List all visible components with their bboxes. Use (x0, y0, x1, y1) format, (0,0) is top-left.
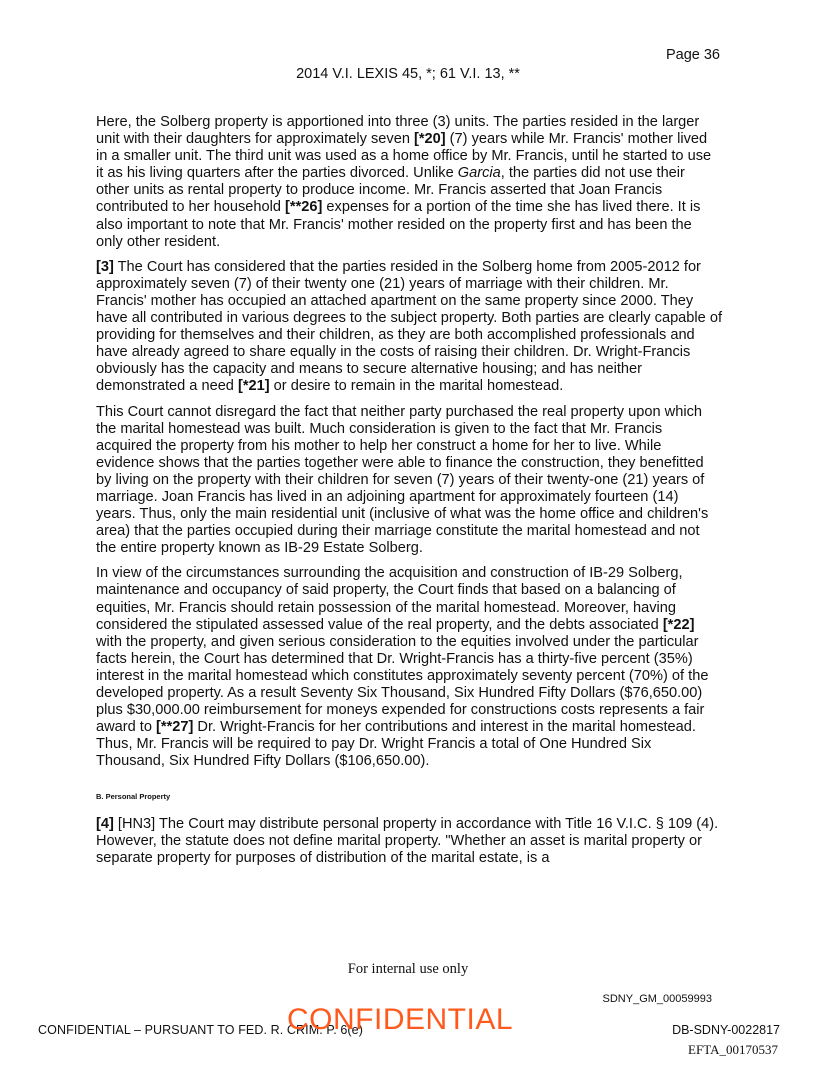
text-run: [HN3] The Court may distribute personal property in accordance with Title 16 V.I.C. § 109 (4). However, the statute does not define marital property. "Whether an asset is marital property or separate property for purposes of distribution of the marital estate, is a (96, 815, 719, 866)
text-run: or desire to remain in the marital homestead. (269, 378, 564, 395)
confidential-stamp: CONFIDENTIAL (287, 1003, 514, 1036)
document-body (96, 114, 722, 875)
text-run: , the parties did not use their other units as rental property to produce income. Mr. Francis asserted that Joan Francis contributed to her household (96, 165, 685, 216)
star-page-ref: [*20] (413, 131, 446, 148)
star-page-ref: [*21] (237, 378, 270, 395)
paragraph-3: This Court cannot disregard the fact that neither party purchased the real property upon which the marital homestead was built. Much consideration is given to the fact that Mr. Francis acquired the property from his mother to help her construct a home for her to live. While evidence shows that the parties together were able to finance the construction, they benefitted by living on the property with their children for seven (7) years of their twenty-one (21) years of marriage. Joan Francis has lived in an adjoining apartment for approximately fourteen (14) years. Thus, only the main residential unit (inclusive of what was the home office and children's area) that the parties occupied during their marriage constitute the marital homestead and not the entire property known as IB-29 Estate Solberg. (96, 403, 709, 557)
bates-number-top: SDNY_GM_00059993 (602, 993, 712, 1005)
star-page-ref: [*22] (662, 616, 695, 633)
paragraph-5 (96, 816, 722, 867)
text-run: Dr. Wright-Francis for her contributions and interest in the marital homestead. Thus, Mr. Francis will be required to pay Dr. Wright Francis a total of One Hundred Six Thousand, Six Hundred Fifty Dollars ($106,650.00). (96, 719, 696, 770)
internal-use-notice: For internal use only (347, 961, 469, 977)
text-run: (7) years while Mr. Francis' mother lived in a smaller unit. The third unit was used as a home office by Mr. Francis, until he started to use it as his living quarters after the parties divorced. Unlike (96, 131, 712, 182)
paragraph-4 (96, 565, 722, 770)
text-run: with the property, and given serious consideration to the equities involved under the particular facts herein, the Court has determined that Dr. Wright-Francis has a thirty-five percent (35%) interest in the marital homestead which constitutes approximately seventy percent (70%) of the developed property. As a result Seventy Six Thousand, Six Hundred Fifty Dollars ($76,650.00) plus $30,000.00 reimbursement for moneys expended for constructions costs represents a fair award to (96, 633, 709, 736)
star-page-ref: [**26] (285, 199, 323, 216)
case-citation: 2014 V.I. LEXIS 45, *; 61 V.I. 13, ** (296, 66, 520, 82)
paragraph-1 (96, 114, 722, 251)
confidential-notice: CONFIDENTIAL – PURSUANT TO FED. R. CRIM. P. 6(e) (38, 1023, 363, 1037)
paragraph-2 (96, 259, 722, 396)
text-run: The Court has considered that the parties resided in the Solberg home from 2005-2012 for approximately seven (7) of their twenty one (21) years of marriage with their children. Mr. Francis' mother has occupied an attached apartment on the same property since 2000. They have all contributed in various degrees to the subject property. Both parties are clearly capable of providing for themselves and their children, as they are both accomplished professionals and have already agreed to share equally in the costs of raising their children. Dr. Wright-Francis obviously has the capacity and means to secure alternative housing; and has neither demonstrated a need (96, 258, 722, 395)
text-run: expenses for a portion of the time she has lived there. It is also important to note that Mr. Francis' mother resided on the property first and has been the only other resident. (96, 199, 701, 250)
paragraph-marker: [4] (96, 815, 114, 832)
paragraph-marker: [3] (96, 258, 114, 275)
text-run: In view of the circumstances surrounding the acquisition and construction of IB-29 Solberg, maintenance and occupancy of said property, the Court finds that based on a balancing of equities, Mr. Francis should retain possession of the marital homestead. Moreover, having considered the stipulated assessed value of the real property, and the debts associated (96, 565, 683, 633)
page-number: Page 36 (665, 47, 720, 63)
star-page-ref: [**27] (156, 719, 194, 736)
bates-number-bottom: DB-SDNY-0022817 (672, 1023, 780, 1037)
text-run: Here, the Solberg property is apportioned into three (3) units. The parties resided in the larger unit with their daughters for approximately seven (96, 114, 700, 148)
section-subheading: B. Personal Property (96, 792, 171, 802)
case-name-italic: Garcia (457, 165, 501, 182)
efta-number: EFTA_00170537 (688, 1042, 778, 1057)
